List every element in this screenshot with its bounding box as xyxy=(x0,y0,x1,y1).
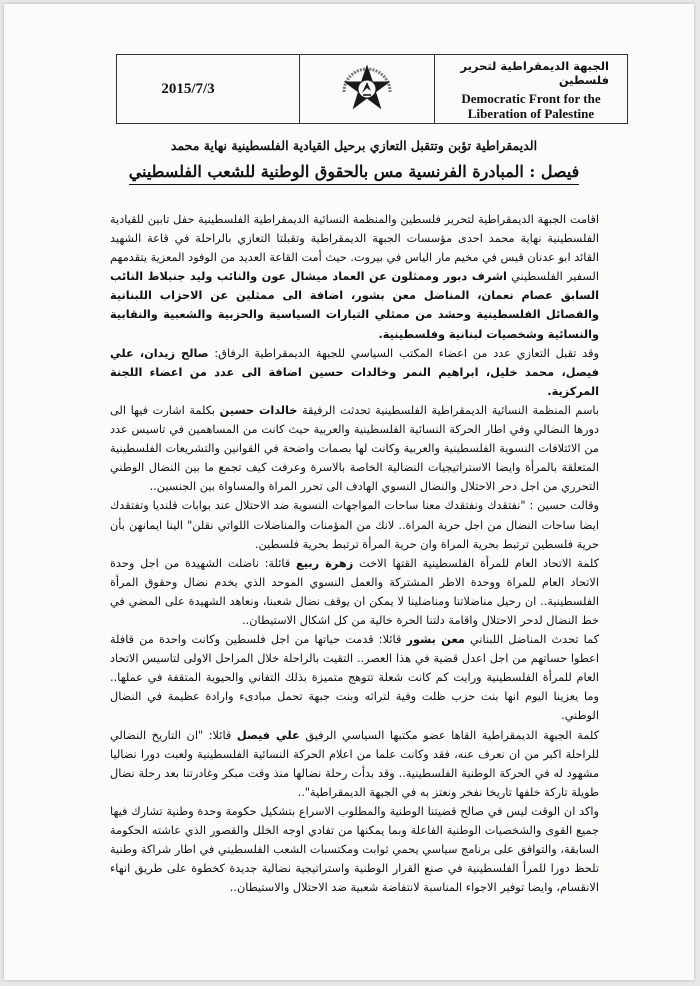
headline: الديمقراطية تؤبن وتتقبل التعازي برحيل القيادية الفلسطينية نهاية محمد xyxy=(170,138,538,153)
document-page xyxy=(4,4,694,980)
organization-name-arabic: الجبهة الديمقراطية لتحرير فلسطين xyxy=(460,59,609,87)
subheadline xyxy=(104,162,604,181)
organization-name-english-line1: Democratic Front for the xyxy=(461,91,601,106)
date-cell xyxy=(117,55,300,123)
letterhead xyxy=(116,54,628,124)
document-date: 2015/7/3 xyxy=(161,80,215,97)
subheadline-text: فيصل : المبادرة الفرنسية مس بالحقوق الوطنية للشعب الفلسطيني xyxy=(129,162,580,185)
paragraph-6: كما تحدث المناضل اللبناني معن بشور قائلا: قدمت حياتها من اجل فلسطين وكانت واحدة من قافلة اعطوا حساتهم من اجل اعدل قضية في هذا العصر.. التقيت بالراحلة خلال المراحل الاولى لتاسيس الاتحاد العام للمرأة الفلسطينية ورايت كم كانت شعلة تتوهج متميزة بذلك التفاني والحيوية المتقفة في عملها.. وما يعزينا اليوم انها بنت حزب ظلت وفية لتراثه وبنت جبهة تحمل مبادىء وارادة عظيمة في النضال الوطني. xyxy=(110,633,599,723)
paragraph-2: وقد تقبل التعازي عدد من اعضاء المكتب السياسي للجبهة الديمقراطية الرفاق: صالح زيدان، علي فيصل، محمد خليل، ابراهيم النمر وخالدات حسين اضافة الى عدد من اعضاء اللجنة المركزية. xyxy=(110,346,599,398)
paragraph-1: اقامت الجبهة الديمقراطية لتحرير فلسطين والمنظمة النسائية الديمقراطية الفلسطينية حفل تابين للقيادية الفلسطينية نهاية محمد احدى مؤسسات الجبهة الديمقراطية وتقبلتا التعازي بالراحلة في قاعة الشهيد القائد ابو عدنان قيس في مخيم مار الياس في بيروت. حيث أمت القاعة العديد من الوفود المعزية يتقدمهم السفير الفلسطيني اشرف دبور وممثلون عن العماد ميشال عون والنائب وليد جنبلاط النائب السابق عصام نعمان، المناضل معن بشور، اضافة الى ممثلين عن الاحزاب اللبنانية والفصائل الفلسطينية وحشد من ممثلي التيارات السياسية والحزبية والشعبية والنقابية والنسائية وشخصيات لبنانية وفلسطينية. xyxy=(110,213,599,341)
paragraph-4: وقالت حسين : "نفتقدك ونفتقدك معنا ساحات المواجهات النسوية ضد الاحتلال عند بوابات قلنديا وتفتقدك ايضا ساحات النضال من اجل حرية المراة.. لانك من المؤمنات والمناضلات اللواتي نقلن" الينا ايمانهن بأن حرية فلسطين ترتبط بحرية المراة وان حرية المرأة ترتبط بحرية فلسطين. xyxy=(110,499,599,551)
paragraph-7: كلمة الجبهة الديمقراطية القاها عضو مكتبها السياسي الرفيق علي فيصل قائلا: "ان التاريخ النضالي للراحلة اكبر من ان نعرف عنه، فقد وكانت علما من اعلام الحركة النسائية الفلسطينية ولعبت دورا نضاليا مشهود له في الحركة الوطنية الفلسطينية.. وقد بدأت رحلة نضالها منذ وقت مبكر وغادرتنا بعد رحلة نضال طويلة تاركة خلفها تاريخا نفخر ونعتز به في الجبهة الديمقراطية".. xyxy=(110,728,600,799)
organization-name xyxy=(435,55,627,123)
paragraph-3: باسم المنظمة النسائية الديمقراطية الفلسطينية تحدثت الرفيقة خالدات حسين بكلمة اشارت فيها الى دورها النضالي وفي اطار الحركة النسائية الفلسطينية والعربية حيث كانت من المساهمين في تاسيس عدد من الائتلافات النسوية الفلسطينية والعربية وكانت لها بصمات واضحة في القوانين والتشريعات الفلسطينية المتعلقة بالمرأة وايضا الاستراتيجيات النضالية الخاصة بالاسرة وعرفت كيف تجمع ما بين النضال الوطني التحرري من اجل دحر الاحتلال والنضال النسوي الهادف الى تحرر المراة والمساواة بين الجنسين.. xyxy=(110,403,599,494)
article-body xyxy=(110,210,599,897)
paragraph-8: واكد ان الوقت ليس في صالح قضيتنا الوطنية والمطلوب الاسراع بتشكيل حكومة وحدة وطنية تشارك فيها جميع القوى والشخصيات الوطنية الفاعلة وبما يمكنها من تفادي اوجه الخلل والقصور الذي عاشته الحكومة السابقة، والتوافق على برنامج سياسي يحمي ثوابت ومكتسبات الشعب الفلسطيني في اطار شراكة وطنية تلحظ دورا للمرأ الفلسطينية في صنع القرار الوطنية واستراتيجية نضالية جديدة كخطوة على طريق انهاء الانقسام، وايضا توفير الاجواء المناسبة لانتفاضة شعبية ضد الاحتلال والاستيطان.. xyxy=(110,804,599,895)
organization-name-english-line2: Liberation of Palestine xyxy=(467,106,595,121)
dflp-logo xyxy=(336,58,398,120)
paragraph-5: كلمة الاتحاد العام للمرأة الفلسطينية القتها الاخت زهرة ربيع قائلة: ناضلت الشهيدة من اجل وحدة الاتحاد العام للمراة ووحدة الاطر المشتركة والعمل النسوي الموحد الذي يخدم نضال وحقوق المرأة الفلسطينية.. ان رحيل مناضلاتنا ومناضلينا لا يمكن ان يوقف نضال شعبنا، ونعاهد الشهيدة على المضي في خط النضال لدحر الاحتلال واقامة دلتنا الحرة خالية من كل اشكال الاستيطان.. xyxy=(110,556,600,627)
logo-cell xyxy=(300,55,435,123)
